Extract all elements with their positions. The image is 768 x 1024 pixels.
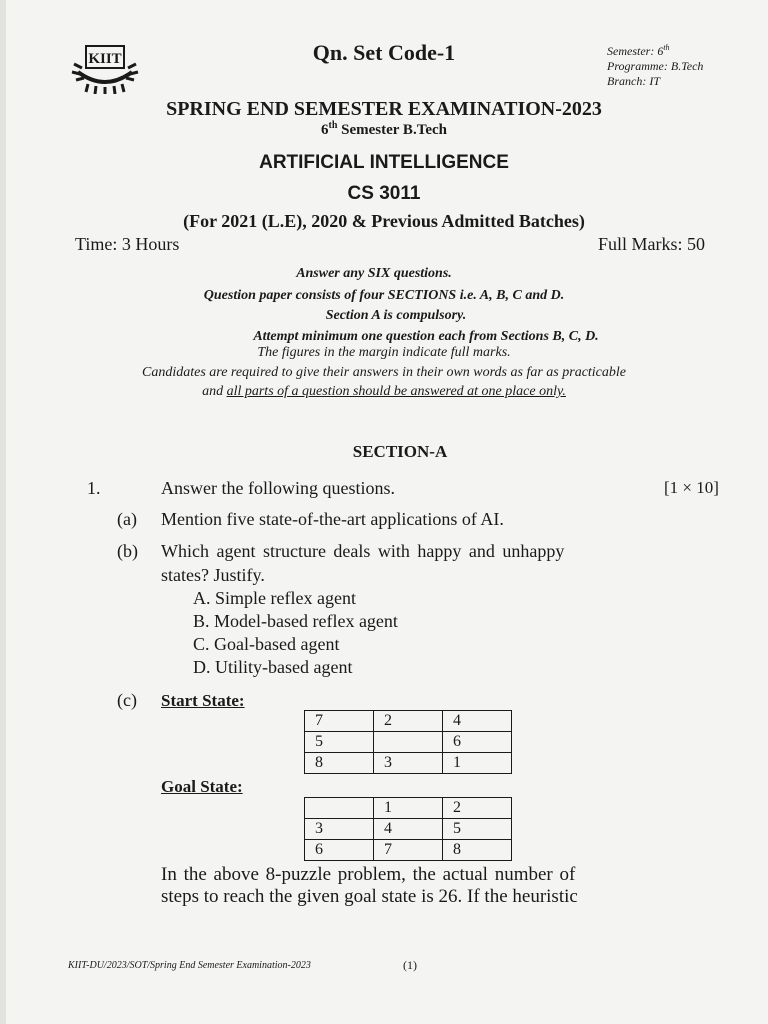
grid-cell: 4 (374, 819, 443, 840)
grid-cell: 2 (374, 711, 443, 732)
start-state-grid (304, 710, 512, 774)
semester-meta (607, 40, 703, 59)
option-d: D. Utility-based agent (193, 657, 353, 677)
grid-cell: 1 (443, 753, 512, 774)
instruction-7-lead: and (202, 384, 224, 399)
grid-cell: 7 (374, 840, 443, 861)
part-c-text-line1: In the above 8-puzzle problem, the actual number of (161, 864, 576, 885)
instruction-1: Answer any SIX questions. (296, 266, 452, 281)
grid-cell: 1 (374, 798, 443, 819)
section-a-title: SECTION-A (352, 442, 448, 461)
grid-cell: 6 (443, 732, 512, 753)
grid-cell: 8 (443, 840, 512, 861)
grid-row (305, 711, 512, 732)
semester-meta-sup: th (663, 43, 670, 52)
goal-state-grid (304, 797, 512, 861)
grid-cell: 5 (443, 819, 512, 840)
part-a-label: (a) (117, 509, 137, 529)
page-number: (1) (403, 958, 417, 972)
option-b: B. Model-based reflex agent (193, 611, 398, 631)
batches-line: (For 2021 (L.E), 2020 & Previous Admitted Batches) (183, 211, 585, 231)
grid-cell (305, 798, 374, 819)
instruction-7 (0, 384, 768, 400)
grid-row (305, 732, 512, 753)
instruction-4: Attempt minimum one question each from Sections B, C, D. (253, 329, 599, 344)
semester-meta-text: Semester: 6 (607, 44, 664, 58)
start-state-label: Start State: (161, 691, 245, 710)
part-b-text-line2: states? Justify. (161, 565, 265, 585)
exam-meta (607, 40, 703, 89)
course-code: CS 3011 (347, 183, 421, 204)
grid-row (305, 753, 512, 774)
grid-cell: 8 (305, 753, 374, 774)
part-c-label: (c) (117, 690, 137, 710)
grid-row (305, 840, 512, 861)
option-a: A. Simple reflex agent (193, 588, 356, 608)
semester-rest: Semester B.Tech (337, 122, 447, 138)
question-number: 1. (87, 478, 101, 498)
instruction-5: The figures in the margin indicate full marks. (257, 345, 511, 360)
svg-text:KIIT: KIIT (88, 51, 122, 67)
grid-cell: 4 (443, 711, 512, 732)
instruction-7-underlined: all parts of a question should be answered at one place only. (226, 384, 566, 399)
question-text: Answer the following questions. (161, 478, 395, 498)
grid-row (305, 819, 512, 840)
time-allowed: Time: 3 Hours (75, 234, 180, 254)
question-marks: [1 × 10] (664, 478, 719, 497)
part-b-text-line1: Which agent structure deals with happy and unhappy (161, 541, 565, 561)
grid-cell: 3 (374, 753, 443, 774)
exam-title: SPRING END SEMESTER EXAMINATION-2023 (166, 98, 602, 120)
grid-cell: 2 (443, 798, 512, 819)
goal-state-label: Goal State: (161, 777, 243, 796)
grid-row (305, 798, 512, 819)
semester-num: 6 (321, 122, 329, 138)
grid-cell (374, 732, 443, 753)
branch-meta: Branch: IT (607, 74, 660, 88)
part-c-text-line2: steps to reach the given goal state is 26. If the heuristic (161, 886, 578, 907)
instruction-3: Section A is compulsory. (325, 308, 467, 323)
footer-text: KIIT-DU/2023/SOT/Spring End Semester Examination-2023 (68, 960, 311, 971)
set-code: Qn. Set Code-1 (312, 40, 456, 65)
semester-line (0, 120, 768, 139)
subject-title: ARTIFICIAL INTELLIGENCE (259, 152, 509, 173)
grid-cell: 6 (305, 840, 374, 861)
instruction-6: Candidates are required to give their answers in their own words as far as practicable (141, 365, 627, 380)
full-marks: Full Marks: 50 (598, 234, 706, 254)
grid-cell: 3 (305, 819, 374, 840)
part-b-label: (b) (117, 541, 138, 561)
option-c: C. Goal-based agent (193, 634, 340, 654)
semester-sup: th (328, 120, 338, 131)
instruction-2: Question paper consists of four SECTIONS i.e. A, B, C and D. (203, 288, 565, 303)
grid-cell: 5 (305, 732, 374, 753)
grid-cell: 7 (305, 711, 374, 732)
programme-meta: Programme: B.Tech (607, 59, 704, 73)
part-a-text: Mention five state-of-the-art applications of AI. (161, 509, 504, 529)
